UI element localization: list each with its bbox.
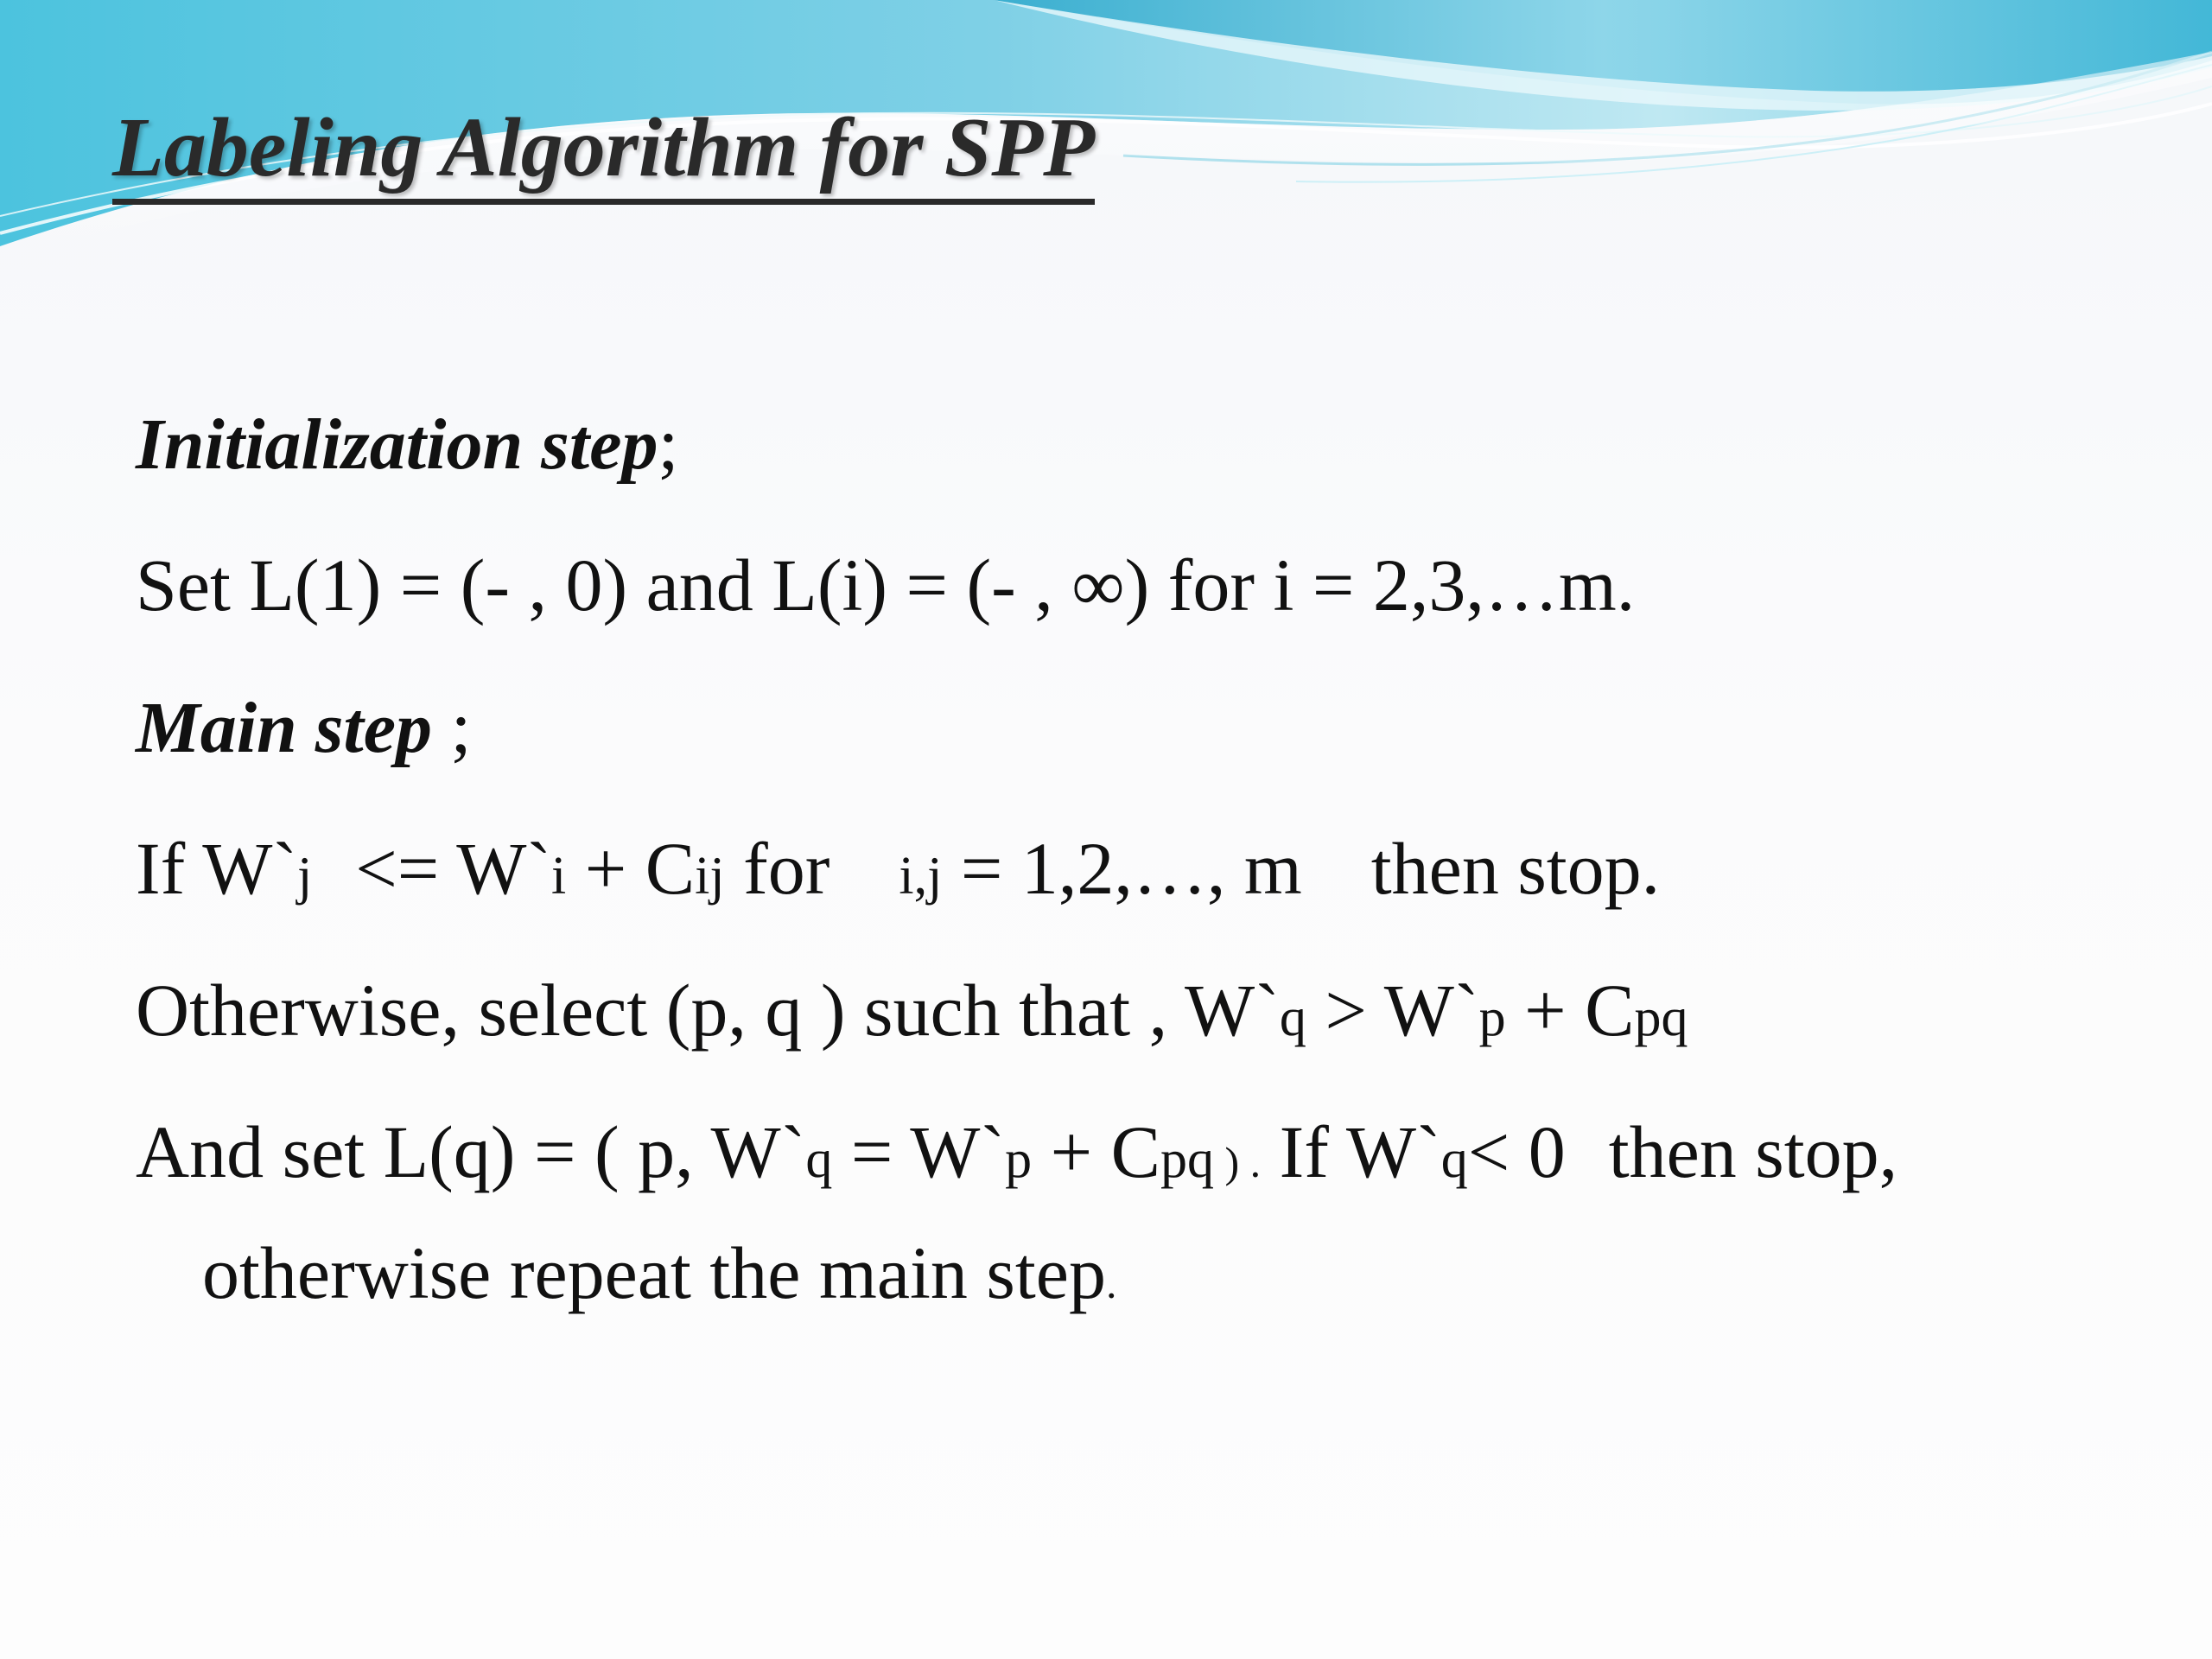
if-w-prefix: If W`	[136, 827, 298, 910]
subscript-pq: pq	[1634, 988, 1688, 1047]
close-paren-text: ) .	[1213, 1138, 1262, 1186]
plus-c-text: + C	[566, 827, 696, 910]
range-subscript-ij: i,j	[899, 847, 943, 906]
repeat-period: .	[1105, 1259, 1117, 1307]
main-step-label: Main step	[136, 688, 433, 768]
equals-w-text: = W`	[832, 1110, 1006, 1193]
subscript-p: p	[1478, 988, 1506, 1047]
slide-title: Labeling Algorithm for SPP	[112, 99, 1095, 205]
and-set-text: And set L(q) = ( p, W`	[136, 1110, 806, 1193]
then-stop-text: then stop.	[1370, 827, 1661, 910]
set-labels-line: Set L(1) = (- , 0) and L(i) = (- , ∞) for i = 2,3,…m.	[136, 543, 1636, 626]
subscript-i: i	[551, 847, 567, 906]
initialization-step-heading	[136, 402, 2123, 548]
repeat-main-step-line	[136, 1231, 2123, 1377]
repeat-main-step-text: otherwise repeat the main step	[202, 1231, 1106, 1314]
stop-condition-line	[136, 827, 2123, 973]
then-stop-text-2: then stop,	[1608, 1110, 1898, 1193]
initialization-step-punct: ;	[658, 402, 679, 485]
main-step-heading	[136, 685, 2123, 831]
subscript-q-2: q	[1440, 1130, 1468, 1189]
slide-body	[136, 402, 2123, 1377]
greater-w-text: > W`	[1306, 969, 1479, 1052]
subscript-q-1: q	[805, 1130, 833, 1189]
for-text: for	[724, 827, 830, 910]
plus-c-text-2: + C	[1505, 969, 1635, 1052]
otherwise-select-text: Otherwise, select (p, q ) such that , W`	[136, 969, 1280, 1052]
range-text: = 1,2,…, m	[942, 827, 1302, 910]
subscript-pq-2: pq	[1160, 1130, 1214, 1189]
subscript-q: q	[1279, 988, 1306, 1047]
plus-c-text-3: + C	[1032, 1110, 1160, 1193]
initialization-step-label: Initialization step	[136, 404, 658, 485]
main-step-punct: ;	[432, 685, 472, 768]
subscript-p-2: p	[1005, 1130, 1033, 1189]
less-than-zero-text: < 0	[1467, 1110, 1566, 1193]
if-w-text-2: If W`	[1261, 1110, 1441, 1193]
and-set-line	[136, 1110, 2123, 1236]
leq-w-text: <= W`	[355, 827, 552, 910]
subscript-j: j	[297, 847, 313, 906]
otherwise-select-line	[136, 969, 2123, 1115]
subscript-ij: ij	[695, 847, 725, 906]
